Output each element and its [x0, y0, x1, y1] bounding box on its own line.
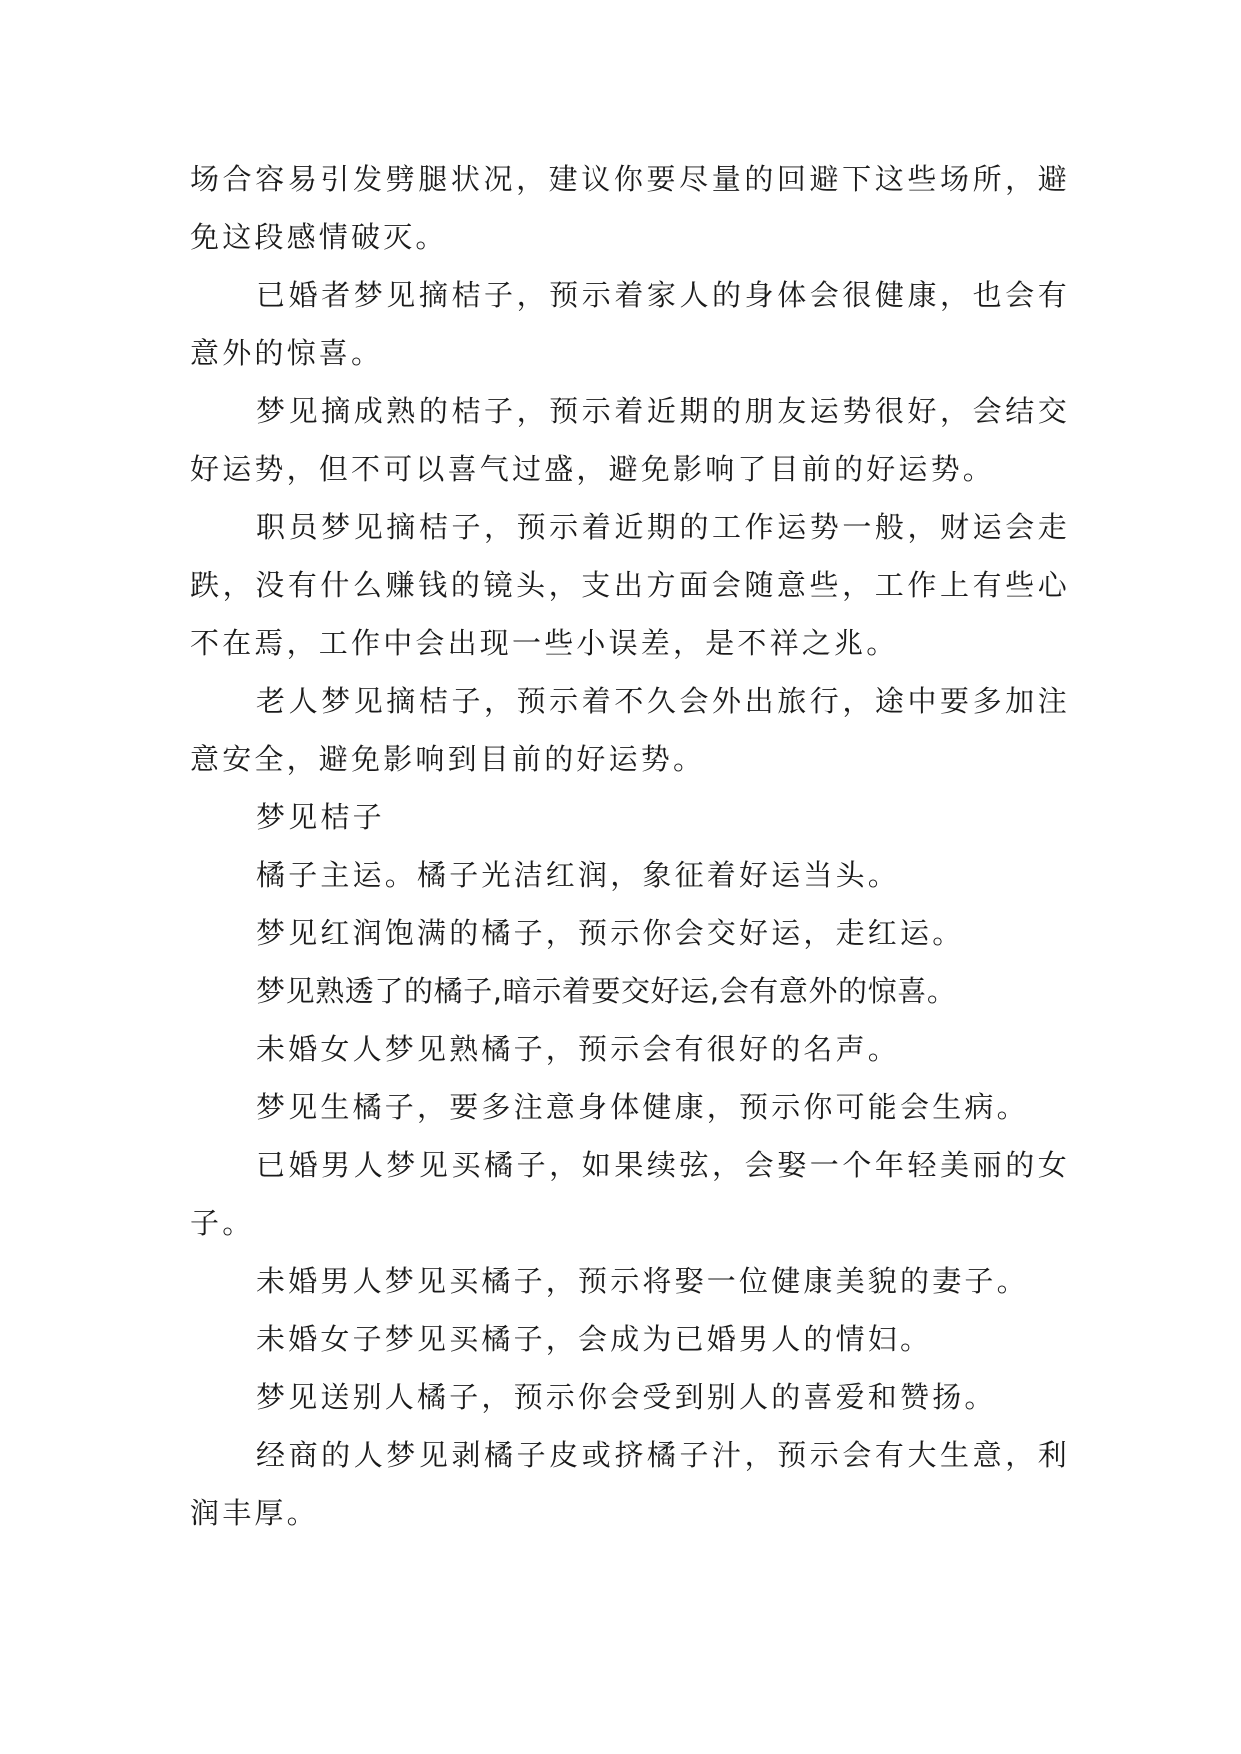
- paragraph: 未婚男人梦见买橘子，预示将娶一位健康美貌的妻子。: [256, 1264, 1029, 1298]
- document-page: [190, 150, 1070, 1542]
- paragraph: 已婚男人梦见买橘子，如果续弦，会娶一个年轻美丽的女子。: [190, 1148, 1070, 1240]
- paragraph: 梦见红润饱满的橘子，预示你会交好运，走红运。: [256, 916, 965, 950]
- paragraph: 梦见摘成熟的桔子，预示着近期的朋友运势很好，会结交好运势，但不可以喜气过盛，避免影响了目前的好运势。: [190, 394, 1070, 486]
- paragraph: 职员梦见摘桔子，预示着近期的工作运势一般，财运会走跌，没有什么赚钱的镜头，支出方面会随意些，工作上有些心不在焉，工作中会出现一些小误差，是不祥之兆。: [190, 510, 1070, 660]
- paragraph: 梦见送别人橘子，预示你会受到别人的喜爱和赞扬。: [256, 1380, 997, 1414]
- paragraph: 经商的人梦见剥橘子皮或挤橘子汁，预示会有大生意，利润丰厚。: [190, 1438, 1070, 1530]
- paragraph: 梦见生橘子，要多注意身体健康，预示你可能会生病。: [256, 1090, 1029, 1124]
- paragraph: 未婚女子梦见买橘子，会成为已婚男人的情妇。: [256, 1322, 933, 1356]
- paragraph: 橘子主运。橘子光洁红润，象征着好运当头。: [256, 858, 901, 892]
- paragraph: 梦见熟透了的橘子,暗示着要交好运,会有意外的惊喜。: [256, 974, 957, 1008]
- section-heading: 梦见桔子: [256, 800, 385, 834]
- paragraph: 未婚女人梦见熟橘子，预示会有很好的名声。: [256, 1032, 901, 1066]
- paragraph: 老人梦见摘桔子，预示着不久会外出旅行，途中要多加注意安全，避免影响到目前的好运势。: [190, 684, 1070, 776]
- paragraph: 已婚者梦见摘桔子，预示着家人的身体会很健康，也会有意外的惊喜。: [190, 278, 1070, 370]
- paragraph: 场合容易引发劈腿状况，建议你要尽量的回避下这些场所，避免这段感情破灭。: [190, 162, 1070, 254]
